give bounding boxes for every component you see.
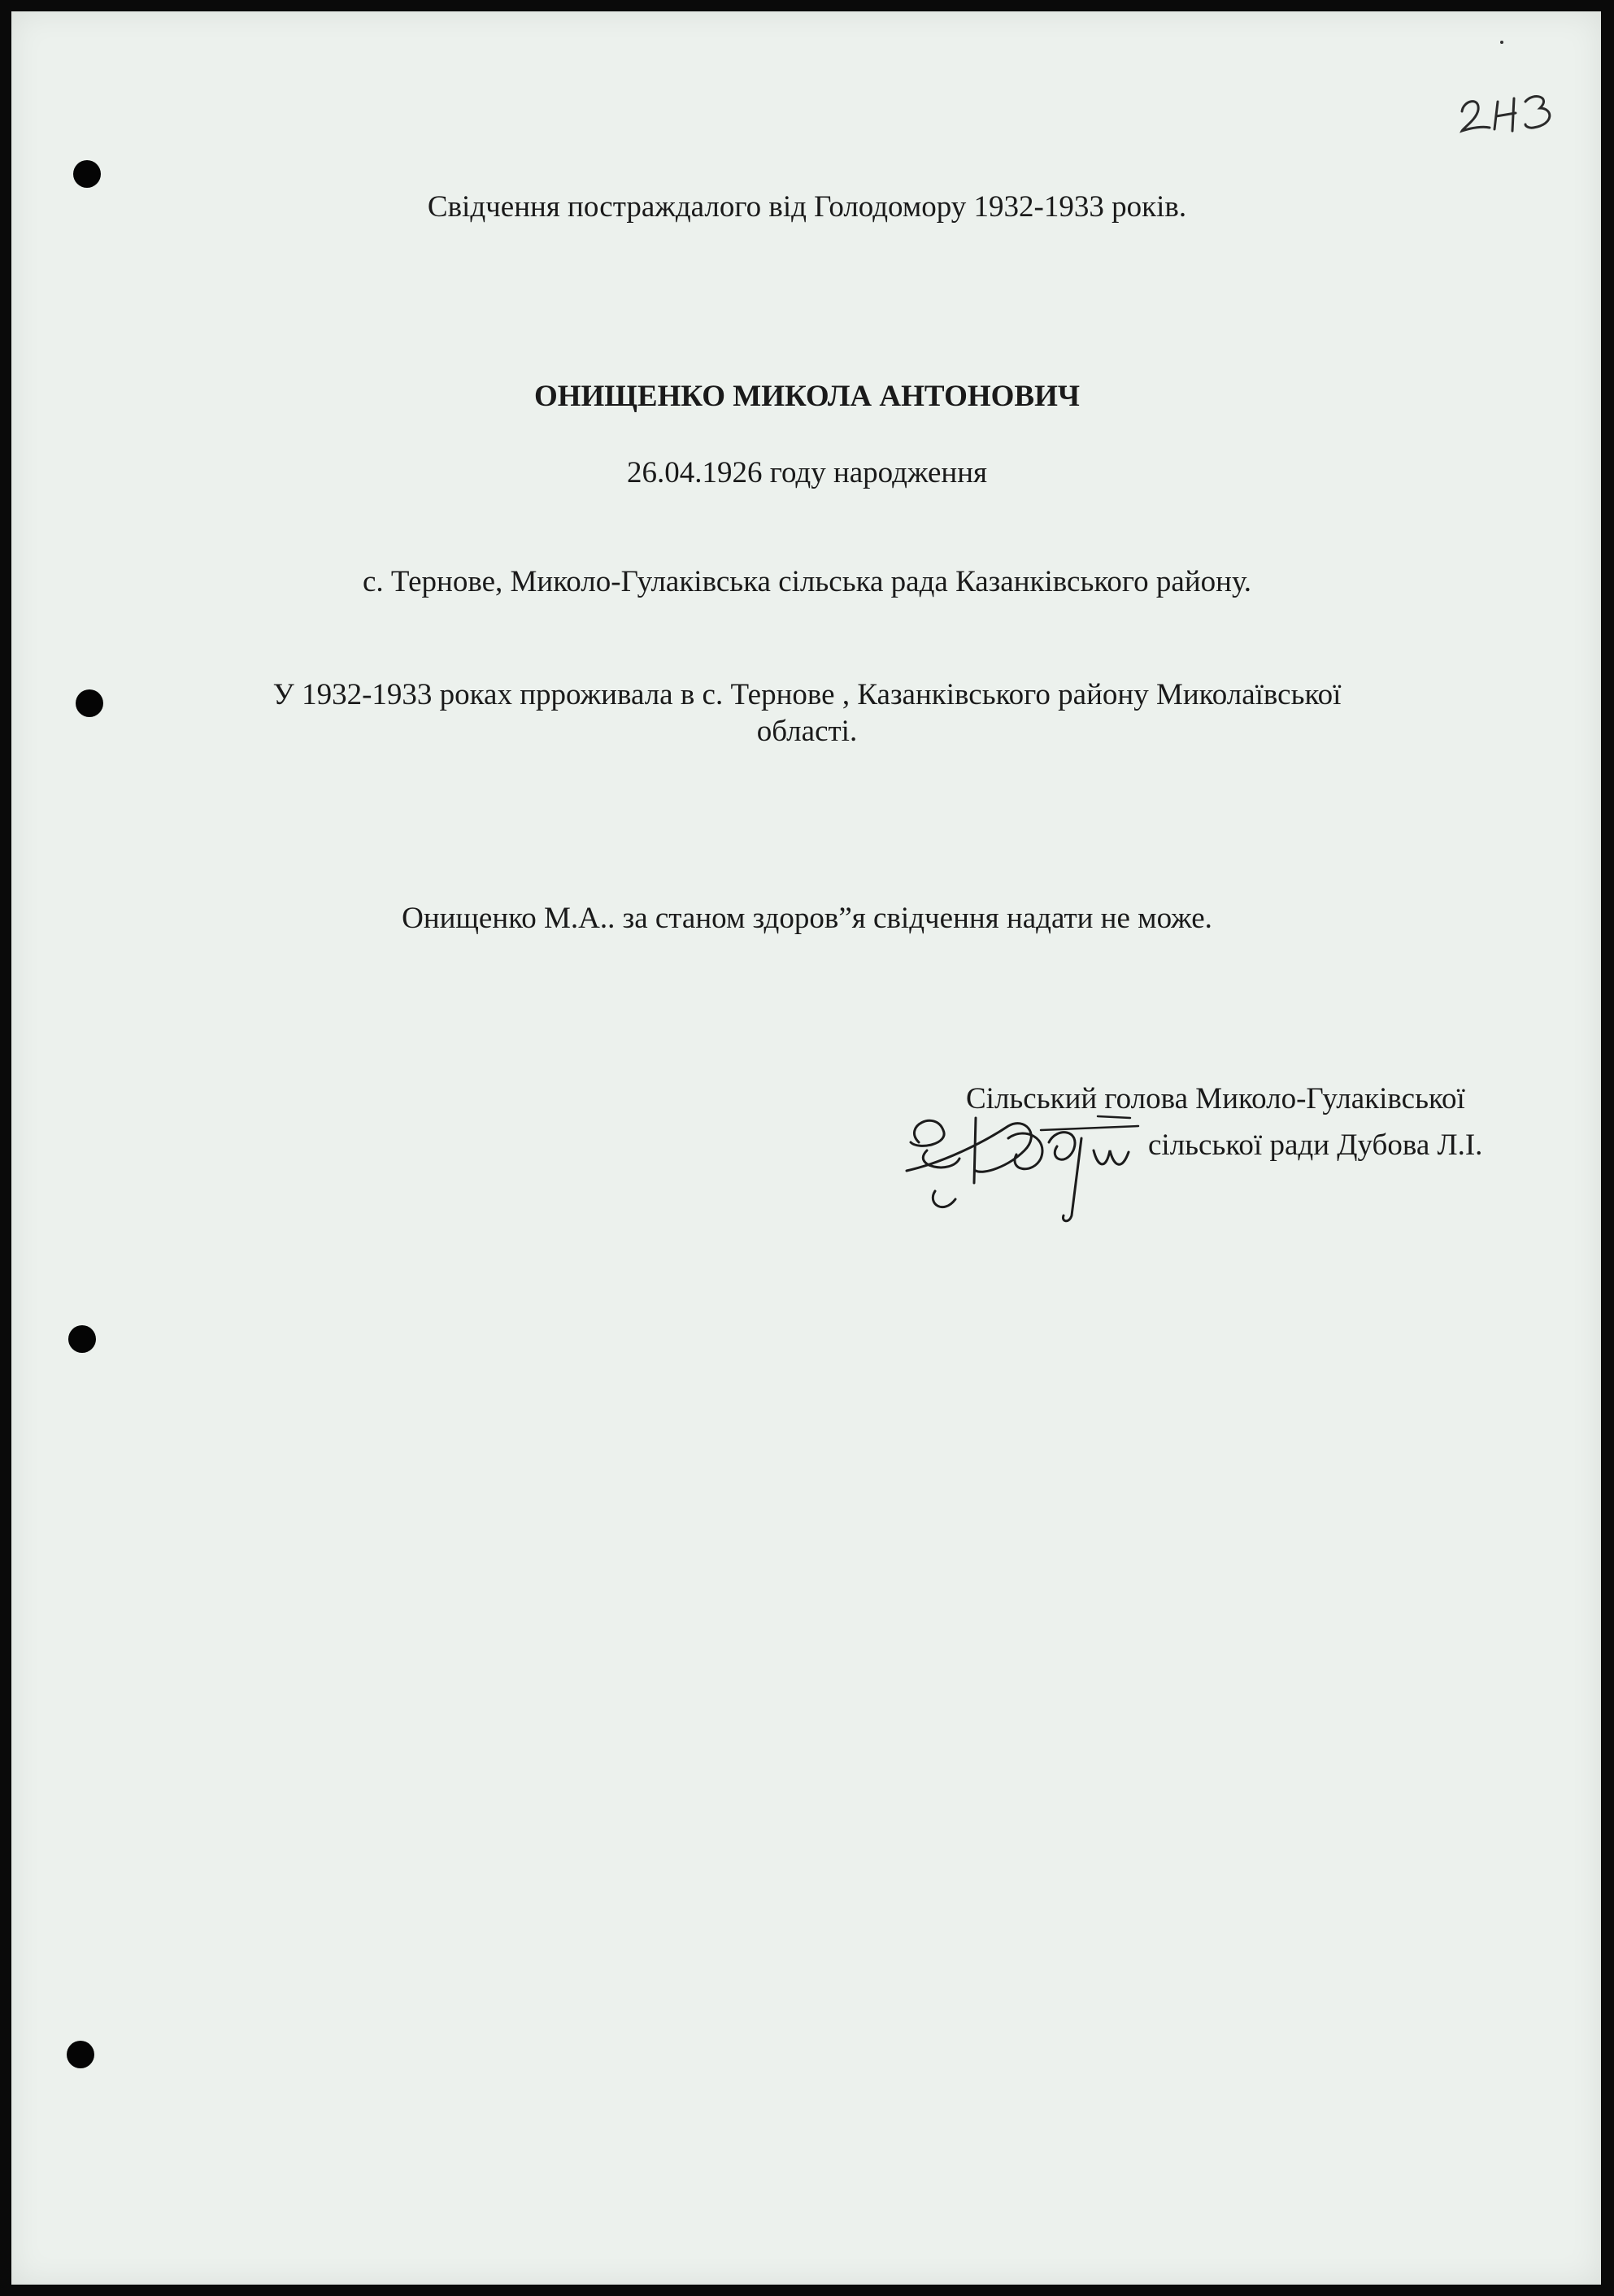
scan-speck (1500, 41, 1503, 44)
birth-date: 26.04.1926 году народження (626, 456, 988, 489)
statement: Онищенко М.А.. за станом здоров”я свідчення надати не може. (402, 902, 1212, 935)
signatory-name: сільської ради Дубова Л.І. (1148, 1128, 1483, 1162)
document-heading: Свідчення постраждалого від Голодомору 1932-1933 років. (427, 190, 1187, 224)
archive-page-number (1455, 77, 1569, 142)
signature (886, 1094, 1163, 1236)
residence-line-2: області. (756, 715, 858, 748)
punch-hole-4 (67, 2041, 94, 2068)
punch-hole-1 (73, 160, 101, 188)
residence-line-1: У 1932-1933 роках прроживала в с. Тернове , Казанківського району Миколаївської (272, 678, 1342, 711)
punch-hole-3 (68, 1325, 96, 1353)
signatory-title: Сільський голова Миколо-Гулаківської (966, 1082, 1465, 1115)
birthplace: с. Тернове, Миколо-Гулаківська сільська рада Казанківського району. (362, 565, 1252, 598)
person-name: ОНИЩЕНКО МИКОЛА АНТОНОВИЧ (533, 380, 1081, 413)
